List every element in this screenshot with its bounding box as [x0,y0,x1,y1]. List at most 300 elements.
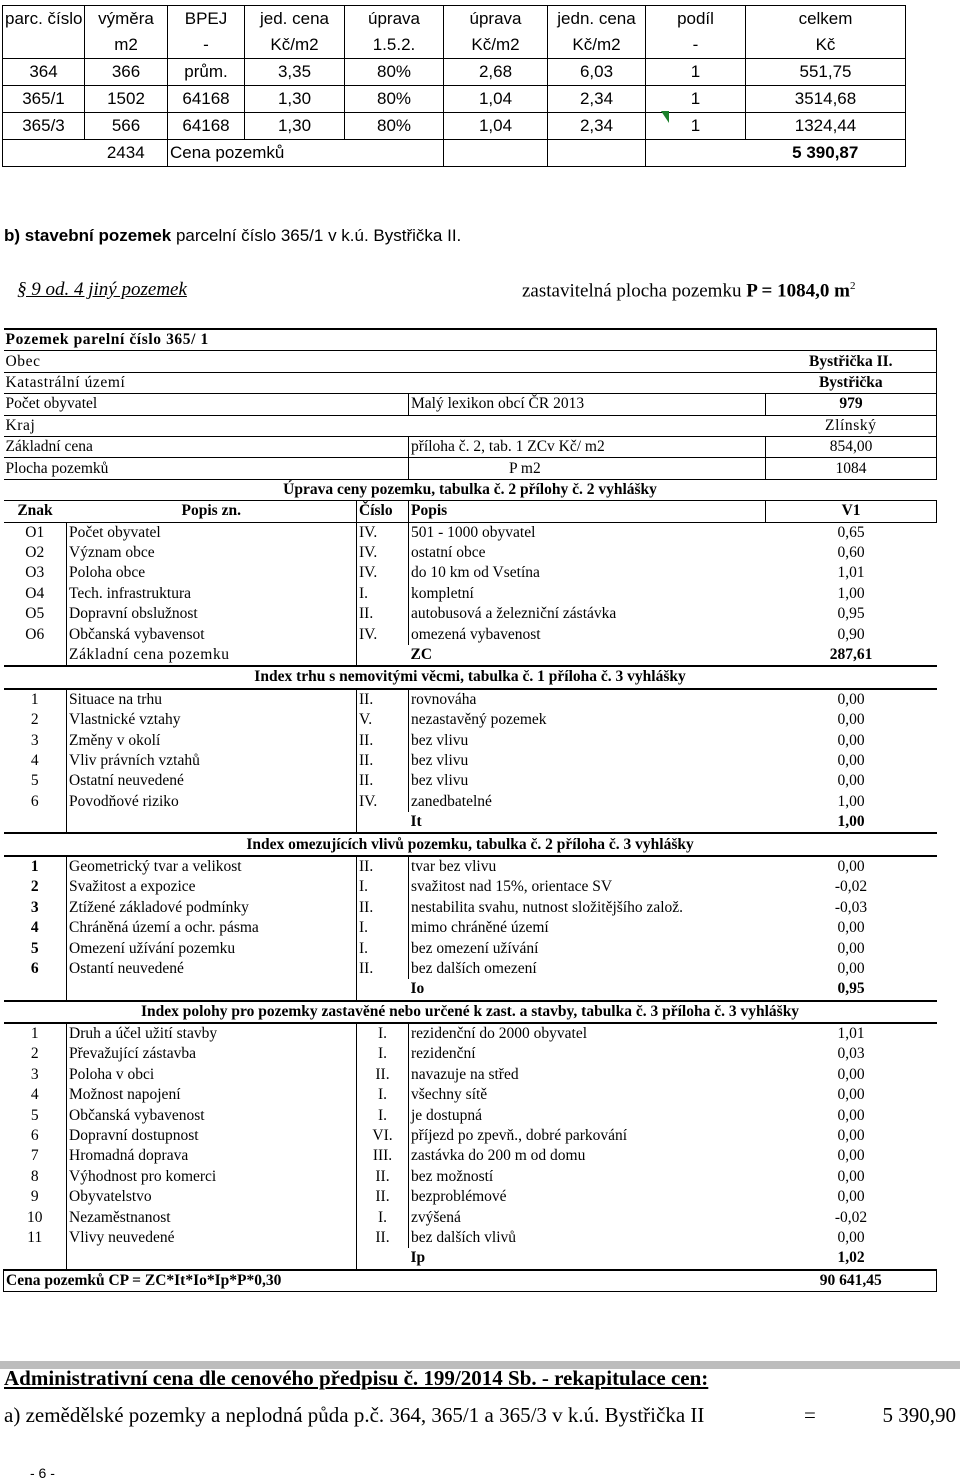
cell-popis: zastávka do 200 m od domu [409,1146,766,1166]
result-code: Io [410,980,425,998]
cell-jed-cena: 1,30 [245,113,345,140]
table-row [4,624,937,644]
index-omez-title: Index omezujících vlivů pozemku, tabulka č. 2 příloha č. 3 vyhlášky [4,833,937,855]
cell-znak: O3 [25,564,45,582]
kraj-value: Zlínský [766,415,937,436]
cell-num: 6 [30,959,39,977]
cell-jed-cena: 1,30 [245,86,345,113]
table-row [4,877,937,897]
index-polohy-title: Index polohy pro pozemky zastavěné nebo určené k zast. a stavby, tabulka č. 3 příloha č. 3 vyhlášky [4,1001,937,1023]
pocet-value: 979 [766,394,937,415]
cell-celkem: 3514,68 [746,86,906,113]
table-row [4,959,937,979]
unit-uprava-2: Kč/m2 [444,32,548,59]
cell-criterion: Druh a účel užití stavby [67,1023,357,1044]
plocha-label: Plocha pozemků [4,458,409,479]
cell-vymera: 566 [85,113,168,140]
cell-popis: bez dalších vlivů [409,1228,766,1248]
index-trhu-result-row [4,812,937,833]
cell-cislo: IV. [357,543,409,563]
cell-cislo: VI. [357,1126,409,1146]
table-row [4,918,937,938]
blank-cell [67,1248,357,1269]
cell-cislo: II. [357,771,409,791]
cell-popis: rezidenční [409,1044,766,1064]
blank-cell [357,645,409,666]
cell-num: 2 [30,1045,39,1063]
cell-cislo: I. [357,1207,409,1227]
total-blank [548,140,646,167]
table-row [4,1228,937,1248]
recap-equals: = [804,1403,816,1427]
cell-criterion: Hromadná doprava [67,1146,357,1166]
table-row [4,1187,937,1207]
buildable-area-value: P = 1084,0 m [746,280,850,302]
hdr-popis-zn: Popis zn. [67,501,357,522]
hdr-vymera: výměra [85,6,168,33]
cell-value: 1,00 [837,792,865,810]
cell-criterion: Občanská vybavenost [67,1105,357,1125]
final-value: 90 641,45 [766,1270,937,1292]
cell-criterion: Povodňové riziko [67,792,357,812]
cell-popis: rezidenční do 2000 obyvatel [409,1023,766,1044]
cell-criterion: Poloha v obci [67,1065,357,1085]
cell-cislo: II. [357,898,409,918]
summary-table [2,5,906,167]
cell-criterion: Ostatní neuvedené [67,771,357,791]
table-row [4,1105,937,1125]
cell-podil: 1 [646,59,746,86]
plot-row [4,372,937,393]
cell-cislo: I. [357,1085,409,1105]
cell-num: 4 [30,752,39,769]
cell-criterion: Obyvatelstvo [67,1187,357,1207]
cell-num: 3 [30,898,39,916]
cell-popis: bez vlivu [409,751,766,771]
cell-num: 5 [30,1106,39,1124]
cell-criterion: Převažující zástavba [67,1044,357,1064]
cell-popis: svažitost nad 15%, orientace SV [409,877,766,897]
index-omez-title-row [4,833,937,855]
cell-num: 6 [30,792,39,810]
table-row [3,113,906,140]
cell-value: -0,03 [834,898,868,916]
cell-popis-zn: Poloha obce [67,563,357,583]
cell-num: 8 [30,1167,39,1185]
cell-popis: všechny sítě [409,1085,766,1105]
cell-popis: bez omezení užívání [409,938,766,958]
index-trhu-title-row [4,666,937,688]
hdr-uprava-2: úprava [444,6,548,33]
unit-uprava: 1.5.2. [345,32,444,59]
cell-parc: 365/1 [3,86,85,113]
result-value: 287,61 [829,646,873,664]
cell-jed-cena: 3,35 [245,59,345,86]
plocha-unit: P m2 [409,458,766,479]
result-value: 1,00 [837,813,865,831]
result-code: ZC [410,646,433,664]
total-area: 2434 [85,140,168,167]
cell-znak: O6 [25,625,45,643]
unit-podil: - [646,32,746,59]
summary-header-2 [3,32,906,59]
cell-value: 0,00 [837,1147,865,1165]
blank-cell [357,979,409,1000]
cell-num: 1 [30,690,39,708]
table-row [4,792,937,812]
buildable-area-sup: 2 [849,280,856,292]
cell-value: 0,03 [837,1045,865,1063]
cell-cislo: III. [357,1146,409,1166]
index-omez-result-row [4,979,937,1000]
green-corner-mark [661,111,669,123]
cell-cislo: II. [357,751,409,771]
cell-jedn-cena: 2,34 [548,86,646,113]
blank-cell [409,372,766,393]
final-row [4,1270,937,1292]
cell-popis-zn: Význam obce [67,543,357,563]
paragraph-ref: § 9 od. 4 jiný pozemek [17,279,187,300]
cell-popis: 501 - 1000 obyvatel [409,522,766,543]
cell-parc: 365/3 [3,113,85,140]
cell-value: 0,00 [837,1228,865,1246]
cell-popis: navazuje na střed [409,1065,766,1085]
obec-label: Obec [4,351,409,372]
cell-criterion: Ztížené základové podmínky [67,898,357,918]
admin-price-heading: Administrativní cena dle cenového předpisu č. 199/2014 Sb. - rekapitulace cen: [4,1366,709,1390]
final-label: Cena pozemků CP = ZC*It*Io*Ip*P*0,30 [4,1270,766,1292]
table-row [4,1126,937,1146]
section-b-heading [4,226,461,246]
blank-cell [357,812,409,833]
cell-num: 4 [30,1086,39,1104]
hdr-jed-cena: jed. cena [245,6,345,33]
cell-popis: příjezd po zpevň., dobré parkování [409,1126,766,1146]
summary-total-row [3,140,906,167]
cell-cislo: I. [357,1105,409,1125]
cell-cislo: IV. [357,792,409,812]
buildable-area [522,280,855,302]
table-row [4,771,937,791]
cell-value: 0,00 [837,752,865,769]
plot-row [4,458,937,479]
cell-num: 4 [30,919,39,937]
plot-row [4,436,937,457]
zakl-label: Základní cena [4,436,409,457]
index-polohy-title-row [4,1001,937,1023]
blank-cell [4,812,67,833]
uprava-result-row [4,645,937,666]
index-trhu-title: Index trhu s nemovitými věcmi, tabulka č. 1 příloha č. 3 vyhlášky [4,666,937,688]
cell-popis: rovnováha [409,689,766,710]
hdr-cislo: Číslo [357,501,409,522]
cell-value: 0,00 [837,1065,865,1083]
hdr-bpej: BPEJ [168,6,245,33]
cell-celkem: 551,75 [746,59,906,86]
cell-popis: autobusová a železniční zástávka [409,604,766,624]
cell-cislo: IV. [357,522,409,543]
cell-num: 5 [30,939,39,957]
valuation-table [3,328,937,1292]
cell-value: 0,00 [837,690,865,708]
zakl-source: příloha č. 2, tab. 1 [411,438,524,456]
total-blank [345,140,444,167]
section-b-rest: parcelní číslo 365/1 v k.ú. Bystřička II. [171,226,462,245]
cell-cislo: IV. [357,624,409,644]
blank-cell [357,1248,409,1269]
blank-cell [409,351,766,372]
cell-cislo: I. [357,1023,409,1044]
cell-value: -0,02 [834,1208,868,1226]
unit-jed-cena: Kč/m2 [245,32,345,59]
unit-vymera: m2 [85,32,168,59]
hdr-znak: Znak [4,501,67,522]
cell-value: 0,00 [837,731,865,749]
total-blank [444,140,548,167]
total-value: 5 390,87 [746,140,906,167]
cell-criterion: Ostantí neuvedené [67,959,357,979]
table-row [4,1023,937,1044]
blank-cell [67,979,357,1000]
cell-popis-zn: Tech. infrastruktura [67,584,357,604]
cell-popis-zn: Počet obyvatel [67,522,357,543]
cell-popis: je dostupná [409,1105,766,1125]
table-row [4,543,937,563]
cell-value: 0,00 [837,772,865,790]
table-row [4,522,937,543]
hdr-uprava: úprava [345,6,444,33]
cell-num: 2 [30,711,39,729]
cell-podil: 1 [646,113,746,140]
hdr-v1: V1 [766,501,937,522]
table-row [4,730,937,750]
cell-criterion: Nezaměstnanost [67,1207,357,1227]
zakl-value: 854,00 [766,436,937,457]
zakl-unit: ZCv Kč/ m2 [527,438,605,456]
total-blank [3,140,85,167]
cell-value: 0,00 [837,1127,865,1145]
cell-v1: 1,00 [837,584,865,602]
cell-znak: O4 [25,584,45,602]
table-row [4,1167,937,1187]
cell-num: 5 [30,772,39,790]
cell-num: 1 [30,1025,39,1043]
cell-popis-zn: Občanská vybavensot [67,624,357,644]
table-row [4,584,937,604]
table-row [4,751,937,771]
table-row [4,604,937,624]
cell-popis: zanedbatelné [409,792,766,812]
cell-criterion: Vlivy neuvedené [67,1228,357,1248]
hdr-podil: podíl [646,6,746,33]
cell-cislo: II. [357,604,409,624]
cell-cislo: II. [357,1228,409,1248]
cell-criterion: Svažitost a expozice [67,877,357,897]
cell-v1: 0,60 [837,544,865,562]
cell-cislo: II. [357,1065,409,1085]
cell-popis: bez dalších omezení [409,959,766,979]
cell-cislo: I. [357,918,409,938]
result-value: 1,02 [837,1249,865,1267]
cell-v1: 0,65 [837,523,865,541]
cell-znak: O5 [25,605,45,623]
page-number: - 6 - [30,1465,55,1481]
cell-jedn-cena: 2,34 [548,113,646,140]
kat-label: Katastrální území [4,372,409,393]
table-row [4,1085,937,1105]
blank-cell [409,415,766,436]
total-blank [646,140,746,167]
cell-cislo: V. [357,710,409,730]
uprava-title-row [4,479,937,500]
cell-cislo: I. [357,1044,409,1064]
result-code: It [410,813,422,831]
cell-cislo: II. [357,689,409,710]
cell-criterion: Vlastnické vztahy [67,710,357,730]
cell-popis: do 10 km od Vsetína [409,563,766,583]
zakl-source-cell [409,436,766,457]
obec-value: Bystřička II. [766,351,937,372]
uprava-header-row [4,501,937,522]
cell-criterion: Omezení užívání pozemku [67,938,357,958]
recap-value: 5 390,90 [882,1403,956,1427]
recap-text: a) zemědělské pozemky a neplodná půda p.č. 364, 365/1 a 365/3 v k.ú. Bystřička II [4,1403,705,1427]
cell-criterion: Výhodnost pro komerci [67,1167,357,1187]
table-row [4,710,937,730]
cell-podil: 1 [646,86,746,113]
table-row [4,563,937,583]
hdr-parc: parc. číslo [3,6,85,33]
cell-num: 7 [30,1147,39,1165]
cell-uprava: 80% [345,59,444,86]
cell-num: 1 [30,857,39,875]
table-row [4,938,937,958]
cell-uprava: 80% [345,86,444,113]
cell-cislo: II. [357,959,409,979]
cell-cislo: I. [357,938,409,958]
hdr-jedn-cena: jedn. cena [548,6,646,33]
hdr-popis: Popis [409,501,766,522]
cell-v1: 1,01 [837,564,865,582]
cell-cislo: IV. [357,563,409,583]
cell-value: 1,01 [837,1025,865,1043]
unit-bpej: - [168,32,245,59]
cell-criterion: Situace na trhu [67,689,357,710]
cell-popis: mimo chráněné území [409,918,766,938]
cell-popis: ostatní obce [409,543,766,563]
table-row [4,689,937,710]
cell-uprava-2: 1,04 [444,113,548,140]
plot-row [4,394,937,415]
hdr-celkem: celkem [746,6,906,33]
cell-criterion: Geometrický tvar a velikost [67,856,357,877]
cell-uprava-2: 1,04 [444,86,548,113]
cell-popis: bez možností [409,1167,766,1187]
blank-cell [4,979,67,1000]
result-value: 0,95 [837,980,865,998]
table-row [4,1207,937,1227]
cell-num: 2 [30,878,39,896]
cell-popis: zvýšená [409,1207,766,1227]
cell-num: 9 [30,1188,39,1206]
cell-popis: kompletní [409,584,766,604]
unit-celkem: Kč [746,32,906,59]
cell-vymera: 366 [85,59,168,86]
blank-cell [766,329,937,351]
cell-num: 10 [27,1208,43,1226]
result-label: Základní cena pozemku [67,645,357,666]
result-code: Ip [410,1249,426,1267]
cell-uprava: 80% [345,113,444,140]
cell-value: 0,00 [837,1086,865,1104]
cell-popis: tvar bez vlivu [409,856,766,877]
cell-cislo: II. [357,1187,409,1207]
unit-parc [3,32,85,59]
plot-row [4,415,937,436]
cell-cislo: I. [357,584,409,604]
section-b-bold: b) stavební pozemek [4,226,172,245]
cell-popis-zn: Dopravní obslužnost [67,604,357,624]
cell-popis: nezastavěný pozemek [409,710,766,730]
cell-vymera: 1502 [85,86,168,113]
cell-popis: omezená vybavenost [409,624,766,644]
cell-value: 0,00 [837,919,865,937]
table-row [3,59,906,86]
recap-line [4,1403,956,1428]
cell-value: 0,00 [837,1188,865,1206]
cell-value: 0,00 [837,959,865,977]
cell-parc: 364 [3,59,85,86]
cell-value: 0,00 [837,711,865,729]
pocet-source: Malý lexikon obcí ČR 2013 [409,394,766,415]
table-row [3,86,906,113]
blank-cell [4,1248,67,1269]
cell-uprava-2: 2,68 [444,59,548,86]
cell-jedn-cena: 6,03 [548,59,646,86]
cell-znak: O2 [25,544,45,562]
pocet-label: Počet obyvatel [4,394,409,415]
cell-v1: 0,90 [837,625,865,643]
plot-title: Pozemek parelní číslo 365/ 1 [4,329,766,351]
cell-bpej: 64168 [168,113,245,140]
cell-criterion: Možnost napojení [67,1085,357,1105]
cell-criterion: Změny v okolí [67,730,357,750]
kraj-label: Kraj [4,415,409,436]
cell-num: 3 [30,1065,39,1083]
index-polohy-result-row [4,1248,937,1269]
cell-popis: bez vlivu [409,771,766,791]
cell-cislo: II. [357,730,409,750]
table-row [4,1044,937,1064]
cell-value: -0,02 [834,878,868,896]
cell-cislo: II. [357,856,409,877]
blank-cell [67,812,357,833]
cell-criterion: Chráněná území a ochr. pásma [67,918,357,938]
cell-num: 11 [27,1228,43,1246]
cell-num: 3 [30,731,39,749]
cell-popis: bez vlivu [409,730,766,750]
cell-value: 0,00 [837,939,865,957]
blank-cell [4,645,67,666]
table-row [4,1146,937,1166]
plot-row [4,351,937,372]
table-row [4,1065,937,1085]
cell-znak: O1 [25,523,45,541]
cell-cislo: I. [357,877,409,897]
cell-cislo: II. [357,1167,409,1187]
uprava-title: Úprava ceny pozemku, tabulka č. 2 přílohy č. 2 vyhlášky [283,480,657,498]
plot-title-row [4,329,937,351]
